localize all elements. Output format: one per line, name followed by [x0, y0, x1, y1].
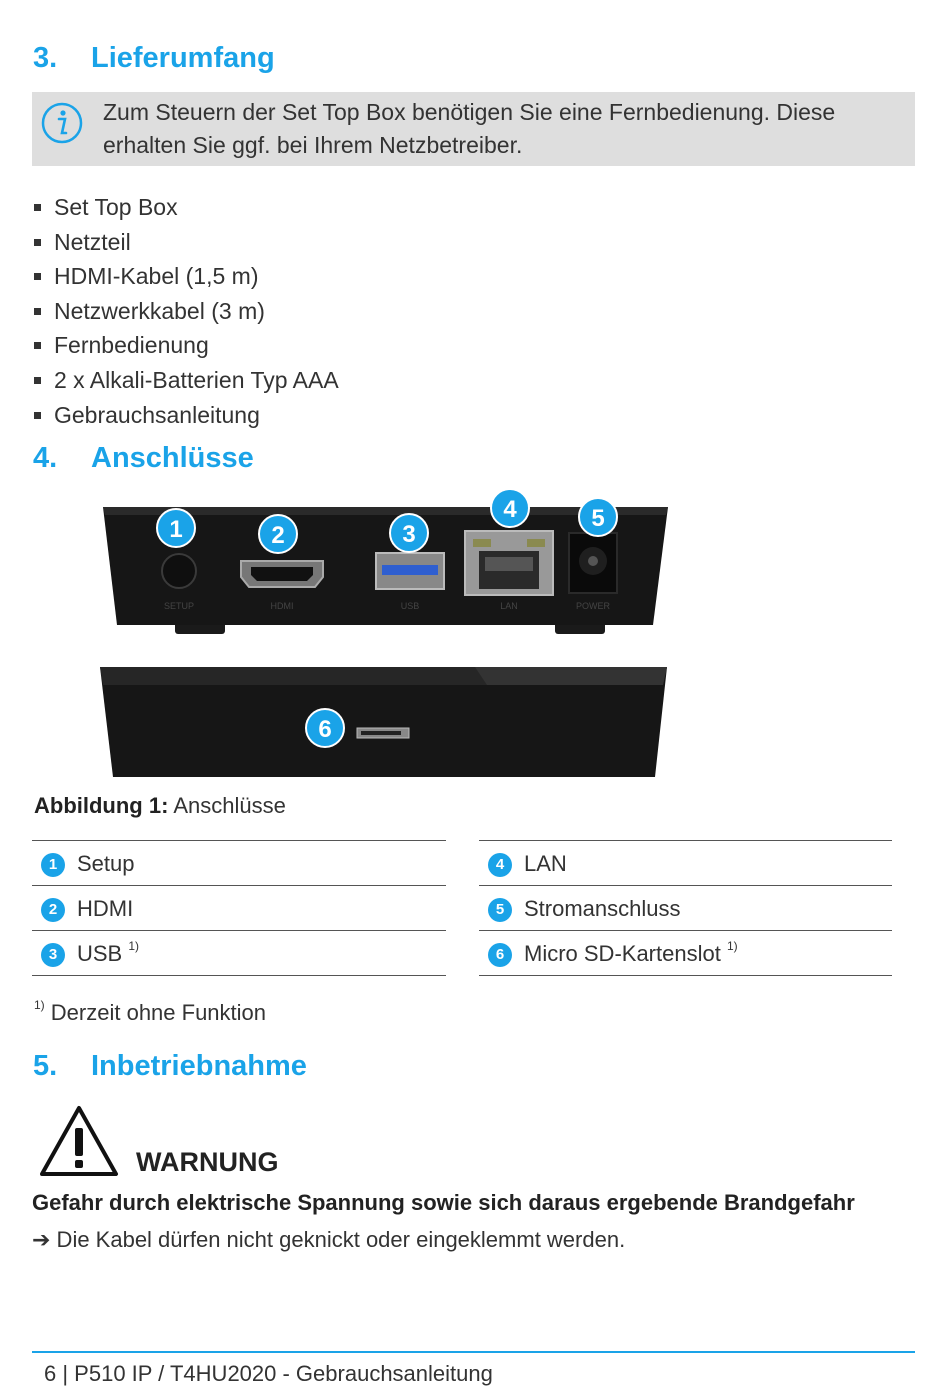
figure-badge — [491, 489, 529, 527]
arrow-icon: ➔ — [32, 1227, 51, 1252]
legend-row: 1 Setup — [32, 840, 446, 885]
warning-instruction: ➔ Die Kabel dürfen nicht geknickt oder eingeklemmt werden. — [32, 1227, 626, 1252]
legend-row: 3 USB $^{1)}$ — [32, 930, 446, 976]
section-4-heading: 4. Anschlüsse — [33, 442, 254, 474]
svg-text:3: 3 — [402, 521, 416, 548]
legend-row: 2 HDMI — [32, 885, 446, 930]
list-item: Netzteil — [34, 225, 339, 260]
svg-text:5: 5 — [591, 505, 605, 532]
list-item: Netzwerkkabel (3 m) — [34, 294, 339, 329]
page-footer: 6 | P510 IP / T4HU2020 - Gebrauchsanleitung — [44, 1361, 493, 1386]
legend-row: 4 LAN — [479, 840, 892, 885]
list-item: 2 x Alkali-Batterien Typ AAA — [34, 363, 339, 398]
port-label: LAN — [500, 601, 518, 611]
figure-badge — [306, 709, 344, 747]
figure-caption: Abbildung 1: Anschlüsse — [34, 793, 286, 818]
footer-divider — [32, 1351, 915, 1353]
figure-badge — [390, 514, 428, 552]
svg-text:6: 6 — [318, 716, 332, 743]
delivery-list — [34, 190, 339, 432]
list-item: Gebrauchsanleitung — [34, 398, 339, 433]
port-label: HDMI — [270, 601, 294, 611]
list-item: Fernbedienung — [34, 328, 339, 363]
warning-triangle-icon — [38, 1104, 120, 1178]
warning-title: WARNUNG — [136, 1147, 279, 1177]
legend-row: 5 Stromanschluss — [479, 885, 892, 930]
list-item: Set Top Box — [34, 190, 339, 225]
svg-text:4: 4 — [503, 496, 517, 523]
section-5-heading: 5. Inbetriebnahme — [33, 1050, 307, 1082]
port-label: POWER — [575, 601, 611, 611]
device-side-view — [100, 667, 667, 777]
legend-row: 6 Micro SD-Kartenslot $^{1)}$ — [479, 930, 892, 976]
port-label: USB — [400, 601, 420, 611]
device-figure — [95, 485, 675, 785]
info-text: Zum Steuern der Set Top Box benötigen Sie eine Fernbedienung. Diese erhalten Sie ggf. bei Ihrem Netzbetreiber. — [103, 99, 836, 158]
list-item: HDMI-Kabel (1,5 m) — [34, 259, 339, 294]
figure-badge — [579, 498, 617, 536]
footnote: $^{1)}$ Derzeit ohne Funktion — [34, 998, 267, 1025]
warning-subtitle: Gefahr durch elektrische Spannung sowie sich daraus ergebende Brandgefahr — [32, 1190, 855, 1215]
info-icon — [40, 101, 84, 145]
svg-text:1: 1 — [169, 516, 183, 543]
svg-text:2: 2 — [271, 522, 285, 549]
figure-badge — [157, 509, 195, 547]
section-3-heading: 3. Lieferumfang — [33, 42, 275, 74]
port-label: SETUP — [163, 601, 195, 611]
figure-badge — [259, 515, 297, 553]
